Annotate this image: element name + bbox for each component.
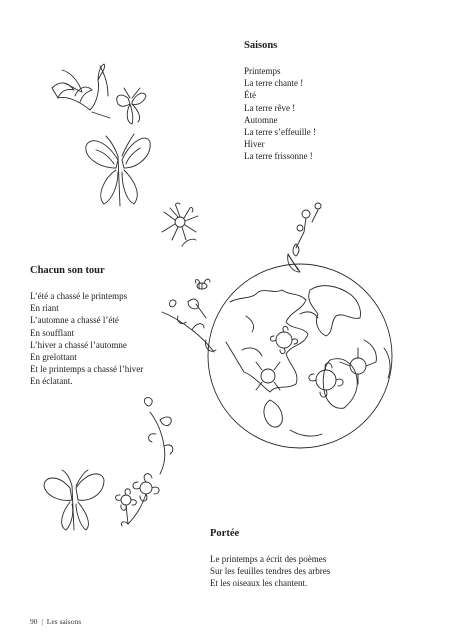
large-butterfly-illustration	[86, 134, 150, 206]
poem-line: L’été a chassé le printemps	[30, 291, 128, 301]
poem-title: Saisons	[244, 40, 278, 51]
poem-line: En éclatant.	[30, 376, 73, 387]
bee-illustration	[195, 279, 210, 289]
globe-illustration	[208, 264, 392, 448]
poem-line: L’automne a chassé l’été	[30, 315, 119, 326]
poem-line: L’hiver a chassé l’automne	[30, 339, 127, 350]
bottom-flowers-illustration	[116, 474, 159, 526]
poem-line: La terre rêve !	[244, 102, 296, 113]
poem-title: Chacun son tour	[30, 265, 105, 276]
poem-chacun-son-tour	[30, 265, 143, 388]
page-footer	[30, 617, 81, 626]
poem-portee	[210, 528, 330, 590]
bell-flower-sprig-illustration	[144, 398, 173, 474]
poem-body	[30, 290, 143, 388]
bottom-butterfly-illustration	[44, 470, 104, 530]
poem-line: En riant	[30, 303, 59, 314]
poem-line: Le printemps a écrit des poèmes	[210, 554, 327, 564]
leaf-illustration	[288, 254, 300, 272]
page-number: 90	[30, 617, 38, 626]
poem-line: En soufflant	[30, 327, 75, 338]
poem-line: La terre frissonne !	[244, 151, 313, 162]
poem-line: En grelottant	[30, 352, 77, 363]
poem-line: Automne	[244, 114, 278, 125]
poem-line: Et le printemps a chassé l’hiver	[30, 364, 144, 375]
poem-line: Et les oiseaux les chantent.	[210, 578, 308, 589]
lily-flowers-illustration	[52, 64, 110, 118]
poem-line: Hiver	[244, 139, 265, 150]
poem-title: Portée	[210, 528, 240, 539]
poem-body	[244, 65, 316, 163]
poem-line: La terre s’effeuille !	[244, 127, 317, 138]
poem-saisons	[244, 40, 316, 163]
flowering-branch-illustration	[162, 299, 216, 352]
poem-line: La terre chante !	[244, 78, 304, 89]
poem-line: Sur les feuilles tendres des arbres	[210, 566, 331, 577]
flower-sprig-illustration	[293, 203, 321, 256]
globe-flowers-illustration	[242, 312, 390, 397]
poem-line: Printemps	[244, 66, 281, 76]
section-name: Les saisons	[46, 617, 82, 626]
daisy-flower-illustration	[162, 203, 198, 246]
footer-separator: |	[41, 617, 43, 626]
small-butterfly-illustration	[117, 88, 146, 124]
poem-body	[210, 553, 330, 590]
poem-line: Été	[244, 90, 256, 101]
